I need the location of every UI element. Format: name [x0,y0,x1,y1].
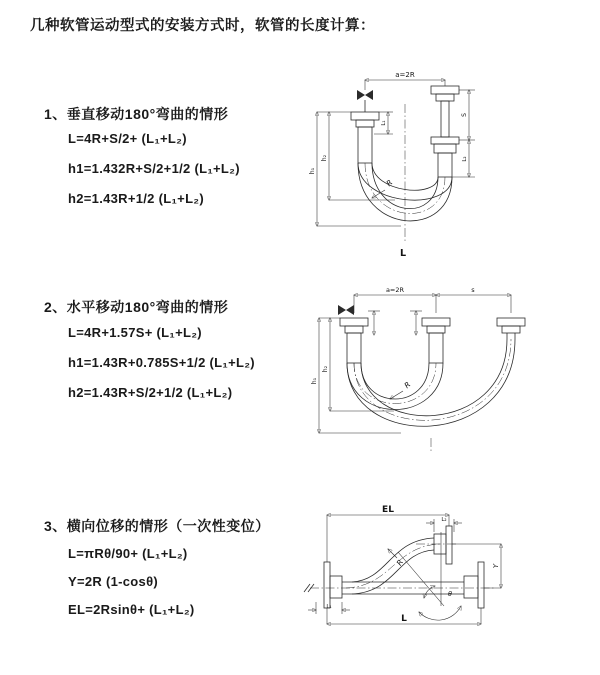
diagram-horizontal-180-bend [306,283,588,461]
middle-connector [422,318,450,363]
braided-hose-section [438,153,452,177]
section-1-formula-h1: h1=1.432R+S/2+1/2 (L₁+L₂) [68,161,240,176]
dim-label-l2: L₂ [441,517,447,523]
dim-label-l2: L₂ [462,156,468,162]
section-1-formula-h2: h2=1.43R+1/2 (L₁+L₂) [68,191,205,206]
angle-label: θ [448,590,452,598]
dim-label-h1: h₁ [309,167,316,175]
radius-leader [388,549,397,558]
radius-label: R [402,379,413,391]
section-1-formula-L: L=4R+S/2+ (L₁+L₂) [68,131,187,146]
diagram-lateral-displacement [296,502,596,650]
dim-label-l1: L₁ [381,120,387,126]
left-flange [324,562,342,608]
dim-label-s: s [471,286,475,294]
dim-label-l1: L₁ [326,604,332,610]
section-2-heading: 2、水平移动180°弯曲的情形 [44,299,229,315]
dim-label-h2: h₂ [321,154,328,162]
left-connector [340,318,368,363]
dim-label-y: Y [492,563,500,569]
section-2-formula-h2: h2=1.43R+S/2+1/2 (L₁+L₂) [68,385,233,400]
length-label: L [399,248,407,259]
section-1-heading: 1、垂直移动180°弯曲的情形 [44,106,229,122]
dim-label-l: L [401,614,407,624]
section-2-formula-h1: h1=1.43R+0.785S+1/2 (L₁+L₂) [68,355,255,370]
dim-label-a2r: a=2R [395,71,415,79]
section-2-formula-L: L=4R+1.57S+ (L₁+L₂) [68,325,202,340]
left-connector [351,112,379,163]
right-bottom-flange [464,562,484,608]
section-3-formula-L: L=πRθ/90+ (L₁+L₂) [68,546,188,561]
radius-label: R [384,177,395,189]
radius-label: R [394,557,406,568]
dim-label-el: EL [382,505,394,515]
page-title: 几种软管运动型式的安装方式时，软管的长度计算： [30,18,375,34]
dim-label-a2r: a=2R [385,286,405,294]
dim-label-h1: h₁ [311,377,318,385]
right-connector [497,318,525,339]
section-3-formula-Y: Y=2R (1-cosθ) [68,574,159,589]
diagram-vertical-180-bend [303,66,588,264]
right-connector [431,86,459,177]
top-right-flange [416,526,458,564]
dim-label-h2: h₂ [322,365,329,373]
hose-curves [347,339,515,426]
section-3-formula-EL: EL=2Rsinθ+ (L₁+L₂) [68,602,195,617]
braided-hose-section [358,127,372,163]
section-3-heading: 3、横向位移的情形（一次性变位） [44,518,270,534]
radius-leader [390,391,403,399]
hose-s-curve [346,538,440,594]
valve-icon [357,90,373,112]
dim-label-s: S [461,113,468,117]
valve-icon [338,305,354,315]
